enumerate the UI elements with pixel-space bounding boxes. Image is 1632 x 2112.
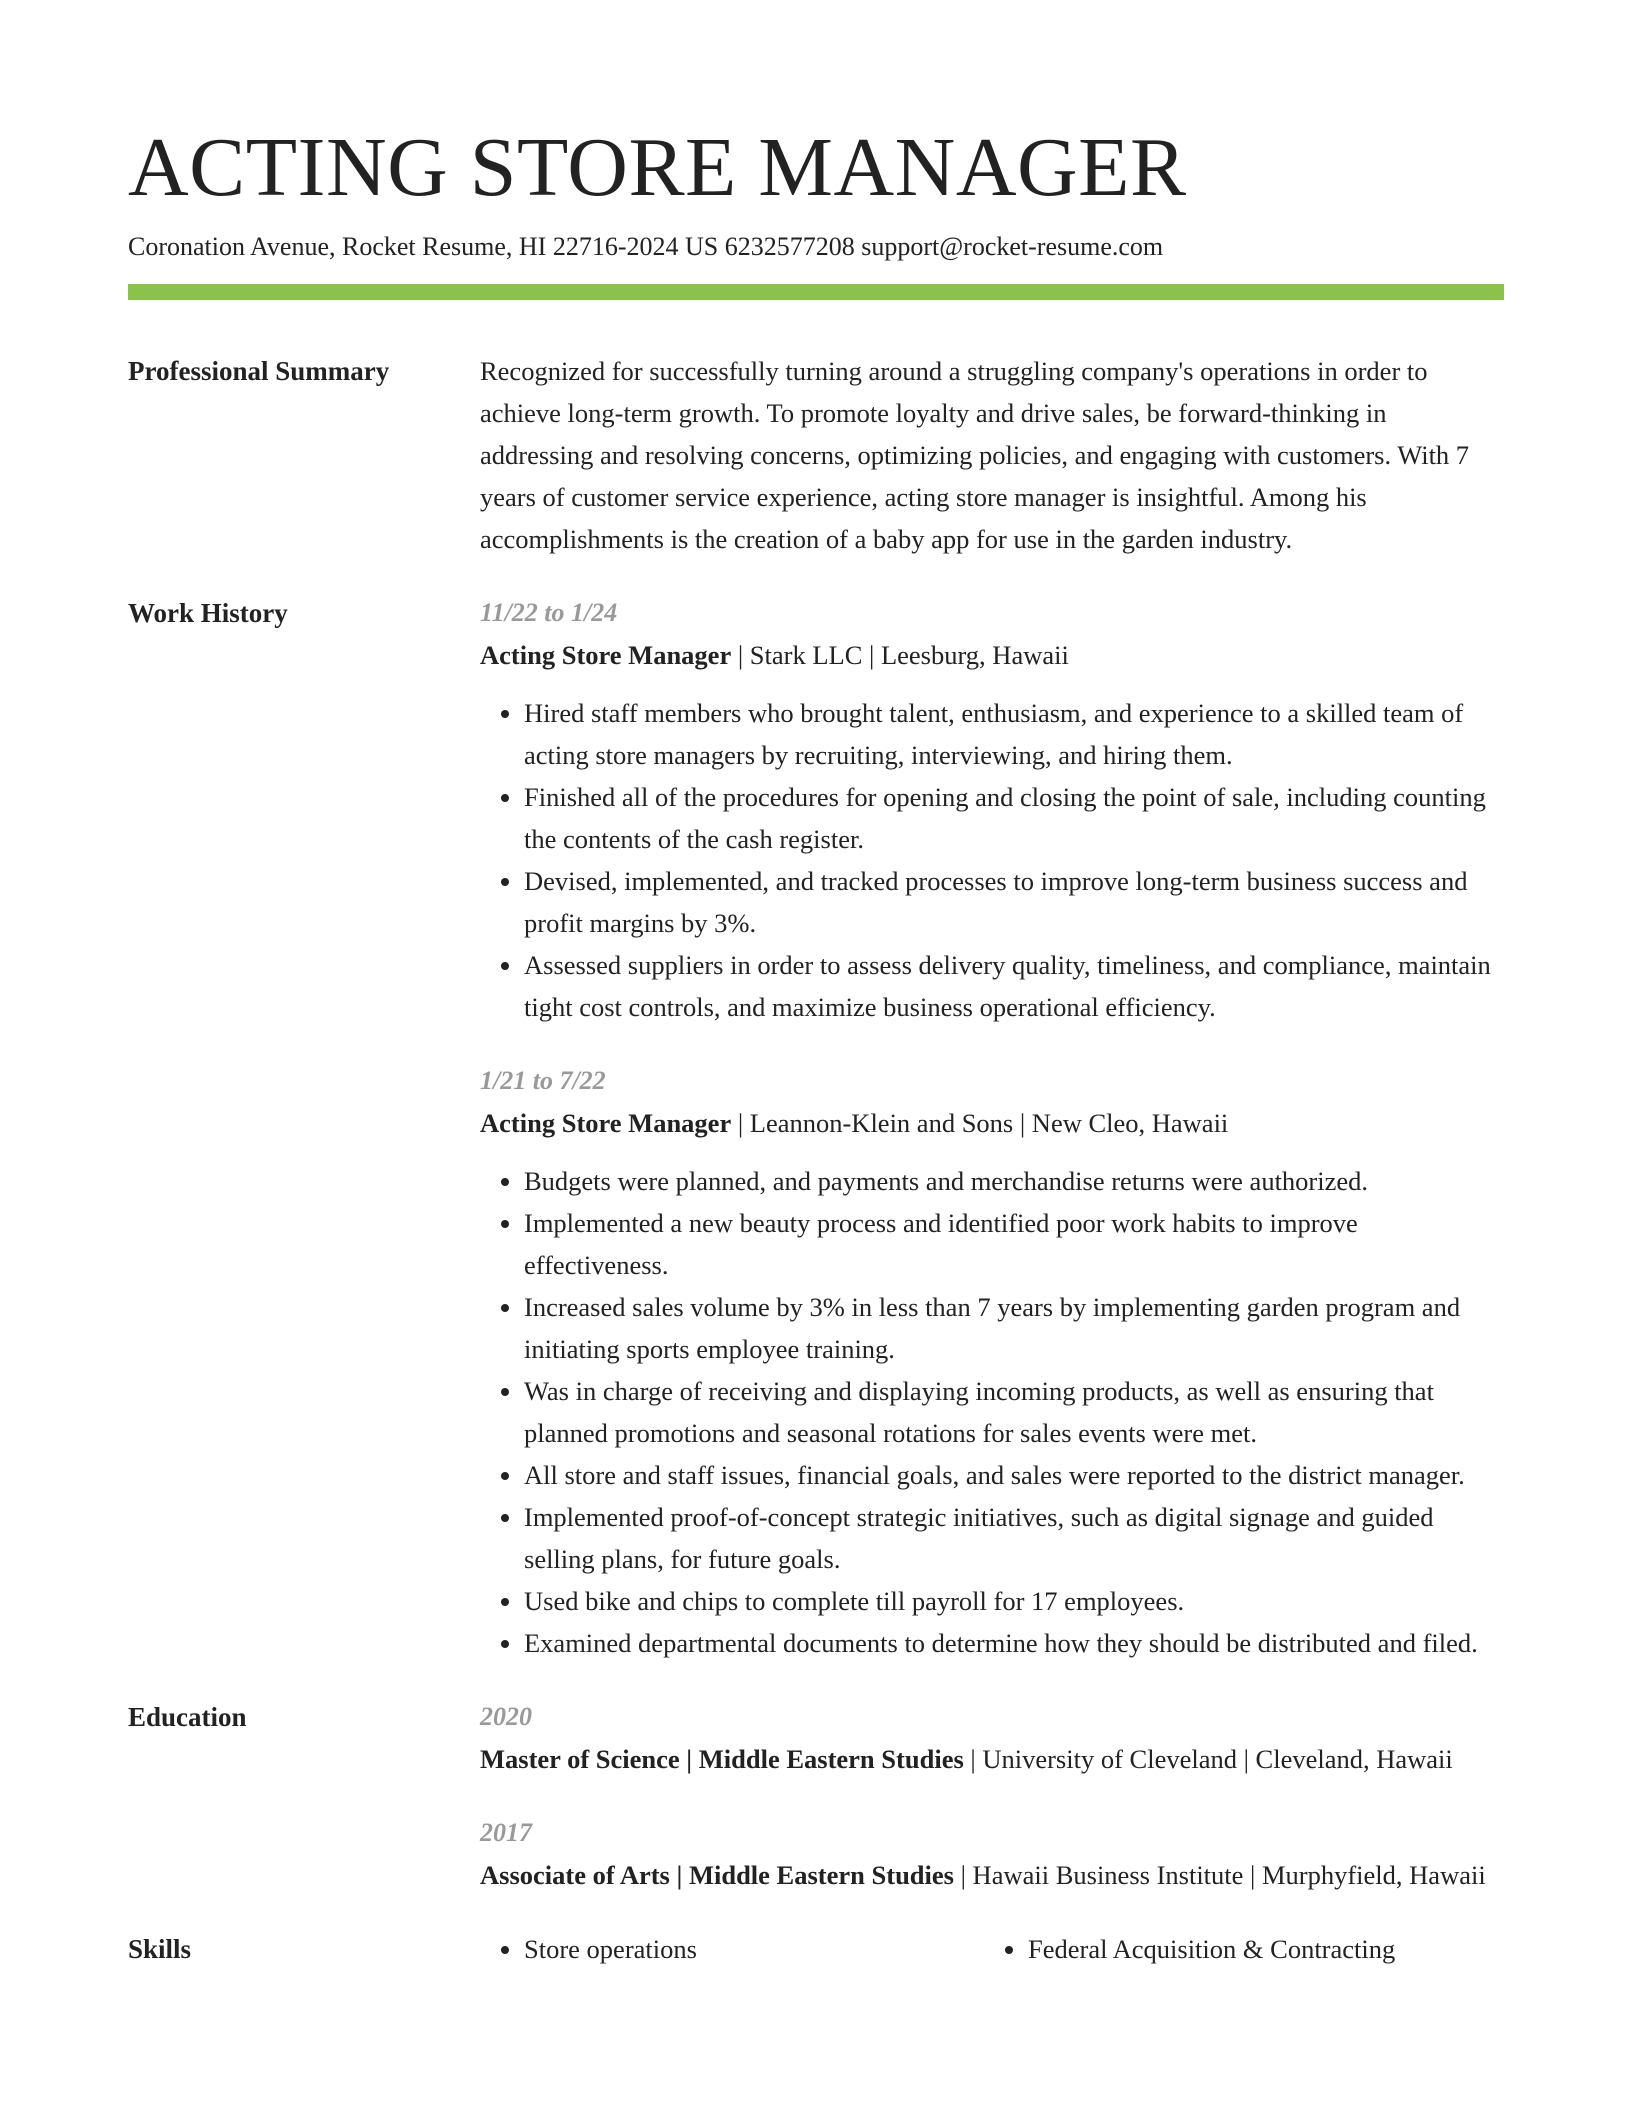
job-bullets bbox=[480, 1160, 1504, 1664]
job-entry bbox=[480, 592, 1504, 1028]
education-line bbox=[480, 1738, 1504, 1780]
skill-item: • Store operations bbox=[524, 1928, 984, 1970]
job-title: Acting Store Manager bbox=[480, 640, 732, 670]
job-bullet: • All store and staff issues, financial goals, and sales were reported to the district manager. bbox=[524, 1454, 1504, 1496]
job-details: | Stark LLC | Leesburg, Hawaii bbox=[731, 640, 1069, 670]
resume-title: ACTING STORE MANAGER bbox=[128, 121, 1187, 214]
job-entry bbox=[480, 1060, 1504, 1664]
job-bullet: • Examined departmental documents to determine how they should be distributed and filed. bbox=[524, 1622, 1504, 1664]
skills-list-right bbox=[984, 1928, 1488, 1970]
summary-section bbox=[128, 350, 1504, 560]
section-label-skills: Skills bbox=[128, 1934, 192, 1964]
job-dates: 11/22 to 1/24 bbox=[480, 598, 618, 627]
job-bullets bbox=[480, 692, 1504, 1028]
job-bullet: • Budgets were planned, and payments and merchandise returns were authorized. bbox=[524, 1160, 1504, 1202]
job-bullet: • Used bike and chips to complete till payroll for 17 employees. bbox=[524, 1580, 1504, 1622]
summary-text: Recognized for successfully turning around a struggling company's operations in order to achieve long-term growth. To promote loyalty and drive sales, be forward-thinking in addressing and resolving concerns, optimizing policies, and engaging with customers. With 7 years of customer service experience, acting store manager is insightful. Among his accomplishments is the creation of a baby app for use in the garden industry. bbox=[480, 356, 1470, 554]
job-bullet: • Devised, implemented, and tracked processes to improve long-term business success and profit margins by 3%. bbox=[524, 860, 1504, 944]
job-bullet: • Implemented a new beauty process and identified poor work habits to improve effectiveness. bbox=[524, 1202, 1504, 1286]
job-dates: 1/21 to 7/22 bbox=[480, 1066, 606, 1095]
job-bullet: • Assessed suppliers in order to assess delivery quality, timeliness, and compliance, maintain tight cost controls, and maximize business operational efficiency. bbox=[524, 944, 1504, 1028]
section-label-work: Work History bbox=[128, 598, 288, 628]
education-year: 2020 bbox=[480, 1702, 532, 1731]
resume-page bbox=[128, 0, 1504, 1970]
school-details: | University of Cleveland | Cleveland, Hawaii bbox=[963, 1744, 1453, 1774]
job-bullet: • Implemented proof-of-concept strategic initiatives, such as digital signage and guided selling plans, for future goals. bbox=[524, 1496, 1504, 1580]
education-year: 2017 bbox=[480, 1818, 532, 1847]
degree-title: Master of Science | Middle Eastern Studies bbox=[480, 1744, 964, 1774]
accent-divider bbox=[128, 284, 1504, 300]
skills-list-left bbox=[480, 1928, 984, 1970]
education-section bbox=[128, 1696, 1504, 1896]
contact-line: Coronation Avenue, Rocket Resume, HI 22716-2024 US 6232577208 support@rocket-resume.com bbox=[128, 232, 1164, 261]
job-title: Acting Store Manager bbox=[480, 1108, 732, 1138]
job-bullet: • Hired staff members who brought talent, enthusiasm, and experience to a skilled team of acting store managers by recruiting, interviewing, and hiring them. bbox=[524, 692, 1504, 776]
skills-section bbox=[128, 1928, 1504, 1970]
skills-body bbox=[480, 1928, 1504, 1970]
section-label-education: Education bbox=[128, 1702, 247, 1732]
job-bullet: • Finished all of the procedures for opening and closing the point of sale, including counting the contents of the cash register. bbox=[524, 776, 1504, 860]
section-label-summary: Professional Summary bbox=[128, 356, 390, 386]
job-role-line bbox=[480, 634, 1504, 676]
education-entry bbox=[480, 1696, 1504, 1780]
job-bullet: • Was in charge of receiving and displaying incoming products, as well as ensuring that planned promotions and seasonal rotations for sales events were met. bbox=[524, 1370, 1504, 1454]
education-line bbox=[480, 1854, 1504, 1896]
school-details: | Hawaii Business Institute | Murphyfield, Hawaii bbox=[954, 1860, 1486, 1890]
job-details: | Leannon-Klein and Sons | New Cleo, Hawaii bbox=[731, 1108, 1229, 1138]
education-entry bbox=[480, 1812, 1504, 1896]
education-body bbox=[480, 1696, 1504, 1896]
job-role-line bbox=[480, 1102, 1504, 1144]
work-history-section bbox=[128, 592, 1504, 1664]
work-history-body bbox=[480, 592, 1504, 1664]
skill-item: • Federal Acquisition & Contracting bbox=[1028, 1928, 1488, 1970]
degree-title: Associate of Arts | Middle Eastern Studies bbox=[480, 1860, 954, 1890]
job-bullet: • Increased sales volume by 3% in less than 7 years by implementing garden program and initiating sports employee training. bbox=[524, 1286, 1504, 1370]
